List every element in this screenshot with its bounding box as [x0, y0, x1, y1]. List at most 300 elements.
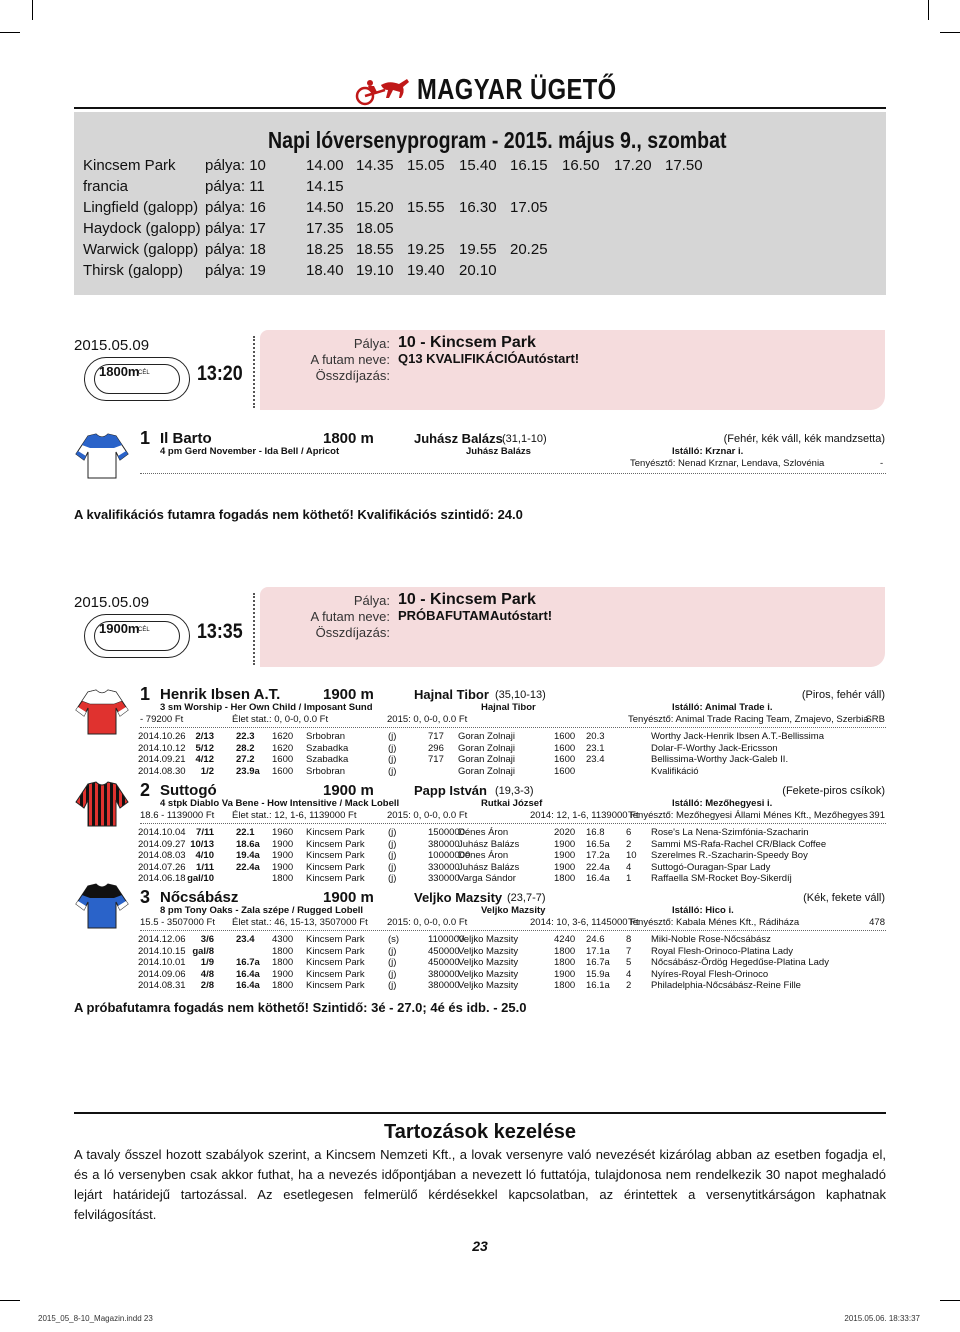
form-cell: 2014.06.18 [138, 873, 186, 884]
form-row [138, 743, 898, 754]
form-cell: Goran Zolnaji [458, 765, 516, 777]
prize-label: Összdíjazás: [315, 625, 390, 640]
driver-stats: (23,7-7) [507, 892, 546, 904]
header-rule [74, 107, 886, 109]
form-cell: 1800 [554, 957, 576, 968]
form-cell: Kincsem Park [306, 873, 365, 884]
track-label: Pálya: [353, 336, 390, 351]
race-time-slot: 15.05 [407, 157, 445, 174]
form-cell: 22.3 [236, 731, 255, 742]
track-value: 10 - Kincsem Park [398, 591, 536, 608]
race-name-label: A futam neve: [310, 609, 390, 624]
prize-label: Összdíjazás: [315, 368, 390, 383]
form-cell: 18.6a [236, 838, 260, 850]
form-cell: 17.2a [586, 850, 610, 861]
form-cell: Kincsem Park [306, 861, 365, 873]
divider [253, 593, 255, 665]
form-cell: 1800 [554, 873, 576, 884]
form-cell: 4240 [554, 934, 576, 945]
form-cell: 1600 [554, 731, 576, 742]
form-cell: Dénes Áron [458, 827, 509, 838]
form-cell: 2014.08.31 [138, 980, 186, 991]
form-cell: 23.1 [586, 742, 605, 754]
year-2014-stats: 2014: 12, 1-6, 1139000 Ft [530, 810, 639, 821]
race-name: Q13 KVALIFIKÁCIÓ [398, 351, 518, 366]
form-cell: 2/8 [200, 980, 214, 991]
form-cell: Kvalifikáció [651, 765, 699, 777]
entry-divider [140, 930, 886, 931]
driver-stats: (31,1-10) [502, 433, 547, 445]
form-cell: 16.5a [586, 838, 610, 850]
stable: Istálló: Krznar i. [672, 446, 744, 457]
form-cell: 6 [626, 827, 632, 838]
pedigree: 4 stpk Diablo Va Bene - How Intensitive / Mack Lobell [160, 798, 400, 809]
form-cell: 2020 [554, 827, 576, 838]
race-name: PRÓBAFUTAM [398, 608, 490, 623]
form-cell: 19.4a [236, 850, 260, 861]
form-cell: 10/13 [190, 838, 214, 850]
driver-stats: (35,10-13) [495, 689, 546, 701]
trainer: Veljko Mazsity [481, 905, 546, 916]
brand-logo [355, 74, 660, 107]
form-cell: Szerelmes R.-Szacharin-Speedy Boy [651, 850, 808, 861]
distance-badge: 1900m [99, 621, 140, 636]
silk-colors: (Piros, fehér váll) [801, 689, 885, 701]
form-cell: 296 [428, 742, 444, 754]
track-diagram [84, 614, 190, 658]
brand-name: MAGYAR ÜGETŐ [417, 74, 617, 106]
form-cell: 2014.08.03 [138, 850, 186, 861]
form-cell: Veljko Mazsity [458, 980, 519, 991]
form-cell: Philadelphia-Nőcsábász-Reine Fille [651, 980, 801, 991]
form-cell: (j) [388, 850, 397, 861]
crop-mark [0, 32, 20, 33]
race-time-slot: 14.15 [306, 178, 344, 195]
entry-number: 1 [140, 428, 151, 448]
pedigree: 3 sm Worship - Her Own Child / Imposant Sund [160, 702, 373, 713]
form-cell: Rose's La Nena-Szimfónia-Szacharin [651, 827, 809, 838]
life-stats: Élet stat.: 46, 15-13, 3507000 Ft [232, 917, 368, 928]
finish-label: CÉL [138, 370, 150, 376]
year-2014-stats: 2014: 10, 3-6, 1145000 Ft [530, 917, 639, 928]
form-cell: 22.4a [236, 861, 260, 873]
form-row [138, 980, 898, 991]
form-cell: 330000 [428, 873, 460, 884]
divider [253, 336, 255, 408]
driver-name: Veljko Mazsity [414, 890, 503, 905]
entry-number: 2 [140, 780, 151, 800]
race-time-slot: 16.30 [459, 199, 497, 216]
form-cell: 380000 [428, 838, 460, 850]
crop-mark [928, 0, 929, 20]
race-time-slot: 18.40 [306, 262, 344, 279]
form-cell: 1600 [272, 754, 294, 765]
form-cell: 1800 [272, 945, 294, 957]
breeder: Tenyésztő: Animal Trade Racing Team, Zmajevo, Szerbia [628, 714, 869, 725]
form-cell: 2/13 [195, 731, 214, 742]
form-cell: 4 [626, 861, 632, 873]
crop-mark [32, 0, 33, 20]
form-cell: 16.4a [586, 873, 610, 884]
entry-divider [140, 727, 886, 728]
form-cell: 16.7a [236, 957, 260, 968]
form-cell: gal/10 [187, 873, 214, 884]
race-name-label: A futam neve: [310, 352, 390, 367]
form-cell: Goran Zolnaji [458, 731, 516, 742]
race-time-slot: 15.55 [407, 199, 445, 216]
race-time-slot: 14.50 [306, 199, 344, 216]
form-cell: 23.9a [236, 765, 260, 777]
form-cell: 1500000 [428, 827, 465, 838]
entry-divider [140, 473, 886, 474]
form-cell: 16.4a [236, 980, 260, 991]
form-cell: Kincsem Park [306, 838, 365, 850]
track-number: pálya: 19 [205, 262, 266, 279]
pedigree: 8 pm Tony Oaks - Zala szépe / Rugged Lobell [160, 905, 364, 916]
silk-il-barto [74, 432, 130, 482]
form-cell: 2014.07.26 [138, 861, 186, 873]
race-time-slot: 18.25 [306, 241, 344, 258]
form-cell: 1900 [272, 838, 294, 850]
form-cell: (s) [388, 934, 400, 945]
form-cell: Goran Zolnaji [458, 754, 516, 765]
silk-suttogo [74, 780, 130, 830]
race-time-slot: 15.40 [459, 157, 497, 174]
form-cell: 450000 [428, 957, 460, 968]
form-cell: 1/11 [196, 861, 214, 873]
form-cell: 20.3 [586, 731, 605, 742]
venue: francia [83, 178, 129, 195]
breeder-code: 478 [869, 917, 885, 928]
form-cell: 16.1a [586, 980, 610, 991]
race-note: A próbafutamra fogadás nem köthető! Szintidő: 3é - 27.0; 4é és idb. - 25.0 [74, 1000, 527, 1015]
race-time: 13:20 [197, 362, 243, 385]
race-time-slot: 16.15 [510, 157, 548, 174]
year-2015-stats: 2015: 0, 0-0, 0.0 Ft [387, 810, 468, 821]
form-cell: 1900 [554, 850, 576, 861]
crop-mark [940, 32, 960, 33]
form-cell: 1600 [554, 754, 576, 765]
form-row [138, 731, 898, 742]
track-diagram [84, 357, 190, 401]
form-row [138, 969, 898, 980]
entry-distance: 1900 m [323, 686, 374, 703]
form-cell: 717 [428, 754, 444, 765]
form-cell: 2014.10.12 [138, 742, 186, 754]
form-cell: 2014.09.27 [138, 838, 186, 850]
form-cell: 1800 [554, 945, 576, 957]
form-cell: 22.1 [236, 827, 255, 838]
earnings: - 79200 Ft [140, 714, 184, 725]
form-cell: 1800 [272, 980, 294, 991]
breeder: Tenyésztő: Kabala Ménes Kft., Rádiháza [628, 917, 800, 928]
distance-badge: 1800m [99, 364, 140, 379]
form-cell: Kincsem Park [306, 957, 365, 968]
year-2015-stats: 2015: 0, 0-0, 0.0 Ft [387, 714, 468, 725]
section-title: Tartozások kezelése [384, 1121, 576, 1143]
form-cell: 7 [626, 945, 632, 957]
form-cell: Juhász Balázs [458, 861, 520, 873]
form-cell: 1/2 [200, 765, 214, 777]
crop-mark [0, 1300, 20, 1301]
form-cell: 2014.10.04 [138, 827, 186, 838]
form-cell: (j) [388, 945, 397, 957]
horse-name: Nőcsábász [160, 889, 239, 906]
form-cell: (j) [388, 980, 397, 991]
form-row [138, 766, 898, 777]
race-time: 13:35 [197, 620, 243, 643]
form-cell: 4 [626, 968, 632, 980]
entry-number: 3 [140, 887, 151, 907]
venue: Lingfield (galopp) [83, 199, 199, 216]
stable: Istálló: Hico i. [672, 905, 734, 916]
form-cell: 1800 [554, 980, 576, 991]
form-cell: 1 [626, 873, 632, 884]
race-time-slot: 14.35 [356, 157, 394, 174]
form-cell: 10 [626, 850, 637, 861]
form-cell: 1800 [272, 957, 294, 968]
form-cell: Veljko Mazsity [458, 968, 519, 980]
race-date: 2015.05.09 [74, 337, 150, 354]
silk-nocsabasz [74, 882, 130, 932]
year-2015-stats: 2015: 0, 0-0, 0.0 Ft [387, 917, 468, 928]
entry-number: 1 [140, 684, 151, 704]
breeder-code: - [880, 458, 884, 469]
form-cell: Royal Flesh-Orinoco-Platina Lady [651, 945, 794, 957]
life-stats: Élet stat.: 12, 1-6, 1139000 Ft [232, 810, 357, 821]
race-time-slot: 19.25 [407, 241, 445, 258]
track-number: pálya: 18 [205, 241, 266, 258]
form-cell: 1900 [272, 968, 294, 980]
form-cell: 5 [626, 957, 632, 968]
breeder: Tenyésztő: Nenad Krznar, Lendava, Szlovénia [630, 458, 825, 469]
form-cell: (j) [388, 742, 397, 754]
form-row [138, 957, 898, 968]
trainer: Rutkai József [481, 798, 543, 809]
form-cell: Szabadka [306, 754, 349, 765]
silk-colors: (Kék, fekete váll) [803, 892, 885, 904]
venue: Thirsk (galopp) [83, 262, 184, 279]
form-row [138, 873, 898, 884]
form-cell: 1600 [554, 765, 576, 777]
race-time-slot: 19.40 [407, 262, 445, 279]
form-cell: Dénes Áron [458, 850, 509, 861]
trainer: Hajnal Tibor [481, 702, 536, 713]
form-cell: 330000 [428, 861, 460, 873]
form-cell: 4/12 [195, 754, 214, 765]
form-cell: Dolar-F-Worthy Jack-Ericsson [651, 742, 778, 754]
form-row [138, 839, 898, 850]
finish-label: CÉL [138, 627, 150, 633]
race-time-slot: 14.00 [306, 157, 344, 174]
form-cell: 380000 [428, 968, 460, 980]
form-cell: Szabadka [306, 742, 349, 754]
form-cell: 17.1a [586, 945, 610, 957]
track-number: pálya: 10 [205, 157, 266, 174]
start-type: Autóstart! [517, 351, 580, 366]
form-cell: 8 [626, 934, 632, 945]
form-cell: 2014.12.06 [138, 934, 186, 945]
race-time-slot: 17.05 [510, 199, 548, 216]
track-number: pálya: 16 [205, 199, 266, 216]
form-cell: 16.4a [236, 968, 260, 980]
entry-distance: 1900 m [323, 889, 374, 906]
driver-name: Hajnal Tibor [414, 687, 489, 702]
form-cell: Kincsem Park [306, 945, 365, 957]
sulky-horse-icon [355, 76, 413, 106]
race-time-slot: 19.10 [356, 262, 394, 279]
form-row [138, 754, 898, 765]
form-cell: 1900 [554, 838, 576, 850]
form-cell: Kincsem Park [306, 934, 365, 945]
race-time-slot: 18.55 [356, 241, 394, 258]
form-cell: Raffaella SM-Rocket Boy-Sikerdíj [651, 873, 792, 884]
form-cell: 7/11 [196, 827, 214, 838]
form-row [138, 946, 898, 957]
form-cell: 4/8 [200, 968, 214, 980]
form-cell: (j) [388, 827, 397, 838]
form-cell: Veljko Mazsity [458, 957, 519, 968]
form-cell: 2014.10.26 [138, 731, 186, 742]
form-cell: 1900 [272, 861, 294, 873]
form-cell: 16.8 [586, 827, 605, 838]
form-cell: 1/9 [200, 957, 214, 968]
form-cell: 22.4a [586, 861, 610, 873]
slug-file: 2015_05_8-10_Magazin.indd 23 [38, 1314, 153, 1323]
form-cell: (j) [388, 968, 397, 980]
form-cell: 2 [626, 980, 632, 991]
form-cell: 1960 [272, 827, 294, 838]
slug-datetime: 2015.05.06. 18:33:37 [844, 1314, 920, 1323]
earnings: 18.6 - 1139000 Ft [140, 810, 215, 821]
form-cell: 2014.08.30 [138, 765, 186, 777]
race-time-slot: 19.55 [459, 241, 497, 258]
form-cell: Bellissima-Worthy Jack-Galeb II. [651, 754, 789, 765]
form-cell: Kincsem Park [306, 850, 365, 861]
form-cell: Veljko Mazsity [458, 934, 519, 945]
horse-name: Il Barto [160, 430, 212, 447]
track-label: Pálya: [353, 593, 390, 608]
life-stats: Élet stat.: 0, 0-0, 0.0 Ft [232, 714, 329, 725]
venue: Kincsem Park [83, 157, 176, 174]
schedule-title: Napi lóversenyprogram - 2015. május 9., szombat [268, 127, 727, 153]
form-row [138, 934, 898, 945]
entry-divider [140, 823, 886, 824]
form-cell: 1900 [272, 850, 294, 861]
track-number: pálya: 11 [205, 178, 265, 195]
earnings: 15.5 - 3507000 Ft [140, 917, 215, 928]
race-time-slot: 20.25 [510, 241, 548, 258]
stable: Istálló: Mezőhegyesi i. [672, 798, 773, 809]
form-row [138, 827, 898, 838]
race-time-slot: 17.35 [306, 220, 344, 237]
form-cell: 23.4 [586, 754, 605, 765]
form-row [138, 850, 898, 861]
driver-name: Juhász Balázs [414, 431, 503, 446]
race-time-slot: 18.05 [356, 220, 394, 237]
form-cell: 1900 [554, 968, 576, 980]
pedigree: 4 pm Gerd November - Ida Bell / Apricot [160, 446, 340, 457]
race-note: A kvalifikációs futamra fogadás nem köthető! Kvalifikációs szintidő: 24.0 [74, 507, 523, 522]
race-time-slot: 17.50 [665, 157, 703, 174]
form-cell: Kincsem Park [306, 968, 365, 980]
entry-distance: 1900 m [323, 782, 374, 799]
venue: Warwick (galopp) [83, 241, 199, 258]
form-cell: 15.9a [586, 968, 610, 980]
form-cell: 380000 [428, 980, 460, 991]
venue: Haydock (galopp) [83, 220, 201, 237]
form-cell: (j) [388, 861, 397, 873]
form-cell: 2 [626, 838, 632, 850]
form-cell: Goran Zolnaji [458, 742, 516, 754]
form-cell: 10000000 [428, 850, 471, 861]
horse-name: Henrik Ibsen A.T. [160, 686, 281, 703]
form-row [138, 862, 898, 873]
form-cell: 2014.10.01 [138, 957, 186, 968]
silk-henrik-ibsen [74, 688, 130, 738]
form-cell: Kincsem Park [306, 827, 365, 838]
form-cell: Kincsem Park [306, 980, 365, 991]
track-value: 10 - Kincsem Park [398, 334, 536, 351]
form-cell: Veljko Mazsity [458, 945, 519, 957]
crop-mark [940, 1300, 960, 1301]
form-cell: Srbobran [306, 765, 346, 777]
entry-distance: 1800 m [323, 430, 374, 447]
form-cell: (j) [388, 731, 397, 742]
silk-colors: (Fehér, kék váll, kék mandzsetta) [723, 433, 885, 445]
form-cell: gal/8 [192, 945, 214, 957]
race-time-slot: 20.10 [459, 262, 497, 279]
form-cell: 1600 [554, 742, 576, 754]
form-cell: Nyíres-Royal Flesh-Orinoco [651, 968, 769, 980]
form-cell: 27.2 [236, 754, 255, 765]
driver-stats: (19,3-3) [495, 785, 534, 797]
trainer: Juhász Balázs [466, 446, 531, 457]
form-cell: 450000 [428, 945, 460, 957]
form-cell: Nőcsábász-Ördög Hegedűse-Platina Lady [651, 957, 829, 968]
track-number: pálya: 17 [205, 220, 266, 237]
race-time-slot: 16.50 [562, 157, 600, 174]
form-cell: (j) [388, 873, 397, 884]
form-cell: (j) [388, 754, 397, 765]
driver-name: Papp István [414, 783, 487, 798]
form-cell: 23.4 [236, 934, 255, 945]
form-cell: 28.2 [236, 742, 255, 754]
form-cell: Srbobran [306, 731, 346, 742]
form-cell: 2014.09.21 [138, 754, 186, 765]
form-cell: 2014.10.15 [138, 945, 186, 957]
form-cell: Varga Sándor [458, 873, 516, 884]
form-cell: Miki-Noble Rose-Nőcsábász [651, 934, 771, 945]
breeder-code: SRB [865, 714, 885, 725]
breeder-code: 391 [869, 810, 885, 821]
form-cell: 5/12 [195, 742, 214, 754]
form-cell: 1900 [554, 861, 576, 873]
section-body: A tavaly ősszel hozott szabályok szerint, a Kincsem Nemzeti Kft., a lovak versenyre való nevezését kizárólag abban az esetben fogadja el, és a ló versenyben csak akkor futhat, ha a nevezés időpontjában a nevezett ló futtatója, tulajdonosa nem rendelkezik 30 napot meghaladó lejárt határidejű tartozással. Az esetlegesen felmerülő kérdésekkel kapcsolatban, az érintettek a versenytitkárságon kaphatnak felvilágosítást. [74, 1147, 886, 1222]
form-cell: (j) [388, 838, 397, 850]
form-cell: Juhász Balázs [458, 838, 520, 850]
form-cell: 3/6 [200, 934, 214, 945]
section-rule [74, 1112, 886, 1114]
form-cell: 1100000 [428, 934, 465, 945]
form-cell: 16.7a [586, 957, 610, 968]
form-cell: (j) [388, 957, 397, 968]
form-cell: 1600 [272, 765, 294, 777]
form-cell: Sammi MS-Rafa-Rachel CR/Black Coffee [651, 838, 827, 850]
form-cell: 717 [428, 731, 444, 742]
breeder: Tenyésztő: Mezőhegyesi Állami Ménes Kft., Mezőhegyes [628, 810, 868, 821]
form-cell: Worthy Jack-Henrik Ibsen A.T.-Bellissima [651, 731, 824, 742]
